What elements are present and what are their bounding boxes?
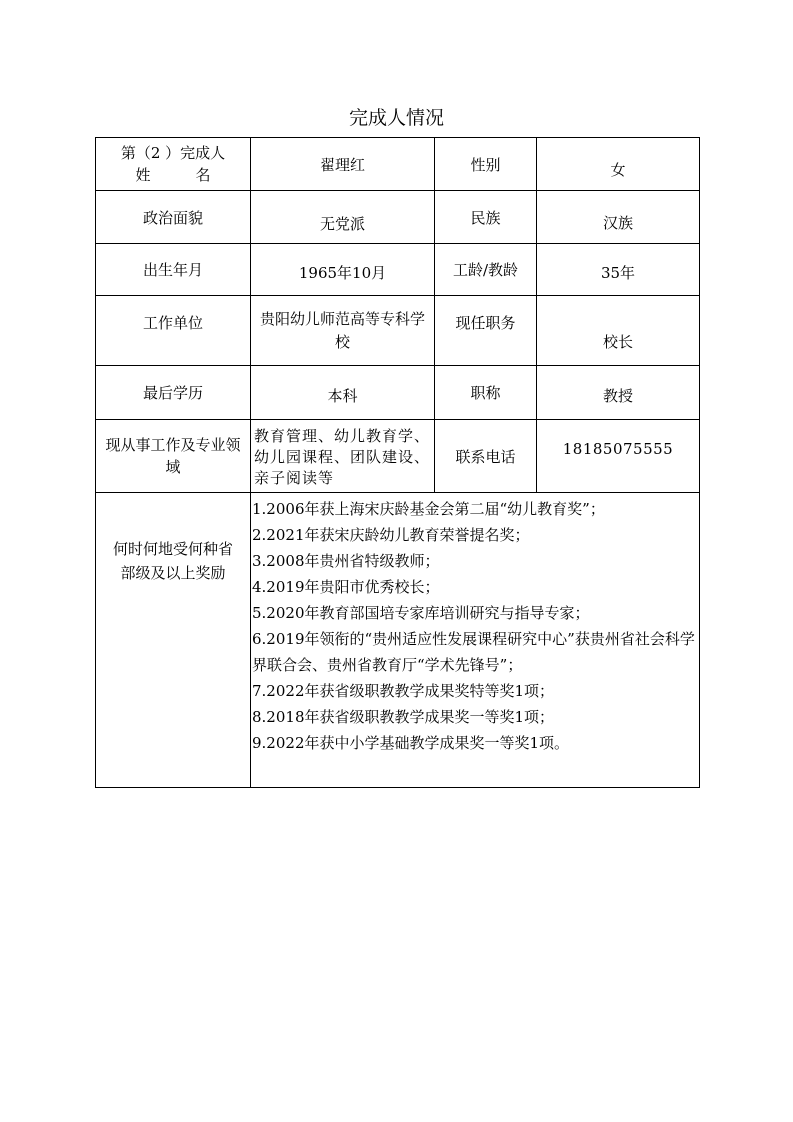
name-value: 翟理红 [251,138,435,191]
name-label-line1: 第（2 ）完成人 [120,144,226,162]
ethnicity-label: 民族 [435,191,537,244]
phone-value: 18185075555 [537,420,700,493]
completer-info-table [95,137,700,788]
position-value: 校长 [537,296,700,366]
education-value: 本科 [251,366,435,420]
award-item: 9.2022年获中小学基础教学成果奖一等奖1项。 [252,734,570,752]
field-value: 教育管理、幼儿教育学、幼儿园课程、团队建设、亲子阅读等 [251,420,435,493]
page-title: 完成人情况 [348,107,444,129]
award-item: 1.2006年获上海宋庆龄基金会第二届“幼儿教育奖”； [252,500,605,518]
politics-label: 政治面貌 [96,191,251,244]
name-label-line2: 姓 名 [135,166,211,184]
awards-label: 何时何地受何种省部级及以上奖励 [96,493,251,788]
awards-cell [251,493,700,788]
award-item: 4.2019年贵阳市优秀校长； [252,578,440,596]
award-item: 8.2018年获省级职教教学成果奖一等奖1项； [252,708,555,726]
title-label: 职称 [435,366,537,420]
gender-label: 性别 [435,138,537,191]
employer-label: 工作单位 [96,296,251,366]
seniority-value: 35年 [537,244,700,296]
award-item: 2.2021年获宋庆龄幼儿教育荣誉提名奖； [252,526,530,544]
award-item: 6.2019年领衔的“贵州适应性发展课程研究中心”获贵州省社会科学界联合会、贵州省教育厅“学术先锋号”； [252,630,695,674]
politics-value: 无党派 [251,191,435,244]
position-label: 现任职务 [435,296,537,366]
field-label: 现从事工作及专业领域 [96,420,251,493]
phone-label: 联系电话 [435,420,537,493]
award-item: 3.2008年贵州省特级教师； [252,552,440,570]
award-item: 7.2022年获省级职教教学成果奖特等奖1项； [252,682,555,700]
name-label-cell [96,138,251,191]
gender-value: 女 [537,138,700,191]
title-value: 教授 [537,366,700,420]
ethnicity-value: 汉族 [537,191,700,244]
education-label: 最后学历 [96,366,251,420]
seniority-label: 工龄/教龄 [435,244,537,296]
award-item: 5.2020年教育部国培专家库培训研究与指导专家； [252,604,590,622]
birth-label: 出生年月 [96,244,251,296]
employer-value: 贵阳幼儿师范高等专科学校 [251,296,435,366]
birth-value: 1965年10月 [251,244,435,296]
